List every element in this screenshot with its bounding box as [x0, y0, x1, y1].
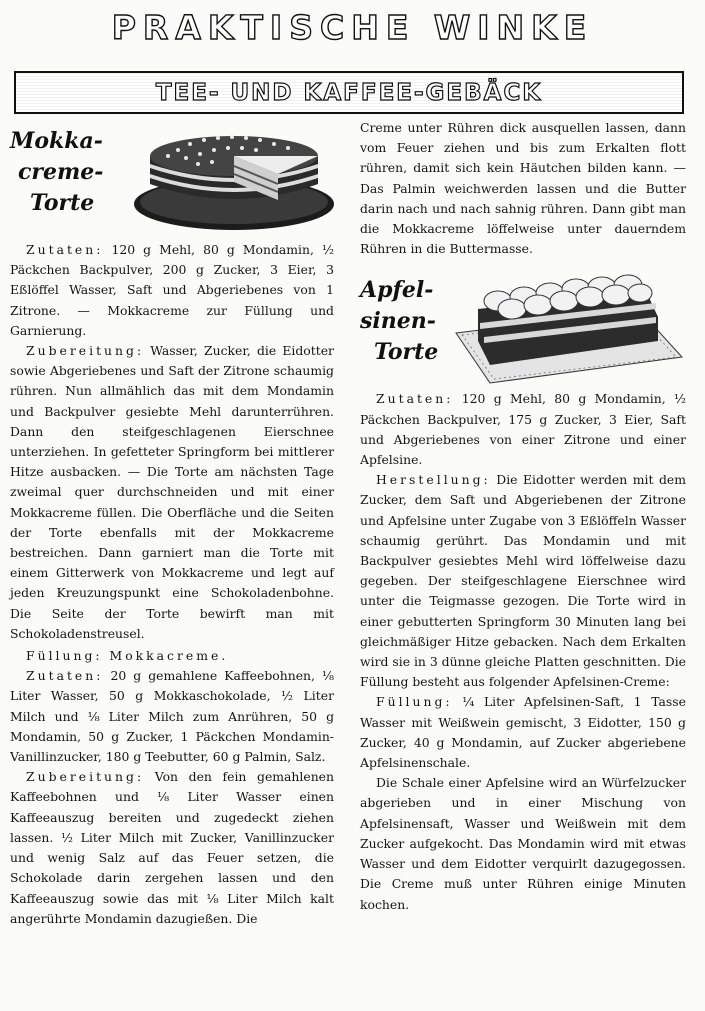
mokka-fuellung-heading: Füllung: Mokkacreme.	[26, 648, 229, 664]
title-line: Apfel-	[360, 277, 434, 304]
mokka-zutaten-creme: Zutaten: 20 g gemahlene Kaffeebohnen, ⅛ Liter Wasser, 50 g Mokkaschokolade, ½ Liter Milch und ⅛ Liter Milch zum Anrühren, 50 g Mondamin, 50 g Zucker, 1 Päckchen Mondamin-Vanillinzucker, 180 g Teebutter, 60 g Palmin, Salz.	[10, 668, 334, 765]
apfelsinen-fuellung: Füllung: ¼ Liter Apfelsinen-Saft, 1 Tasse Wasser mit Weißwein gemischt, 3 Eidotter, 150 g Zucker, 40 g Mondamin, auf Zucker abgeriebene Apfelsinenschale.	[360, 694, 686, 771]
title-line: Mokka-	[10, 128, 103, 154]
mokka-torte-illustration	[128, 122, 342, 234]
title-line: creme-	[18, 159, 104, 185]
mokka-continued: Creme unter Rühren dick ausquellen lassen, dann vom Feuer ziehen und bis zum Erkalten flott rühren, damit sich kein Häutchen bilden kann. — Das Palmin weichwerden lassen und die Butter darin nach und nach sahnig rühren. Dann gibt man die Mokkacreme löffelweise unter dauerndem Rühren in die Buttermasse.	[360, 120, 686, 257]
section-title: TEE- UND KAFFEE-GEBÄCK	[155, 79, 543, 106]
apfelsinen-torte-illustration	[450, 271, 686, 385]
page-title: PRAKTISCHE WINKE	[111, 8, 594, 47]
apfelsinen-herstellung: Herstellung: Die Eidotter werden mit dem Zucker, dem Saft und Abgeriebenen der Zitrone und Apfelsine unter Zugabe von 3 Eßlöffeln Wasser schaumig gerührt. Das Mondamin und mit Backpulver gesiebtes Mehl wird löffelweise dazu gegeben. Der steifgeschlagene Eierschnee wird unter die Teigmasse gezogen. Die Torte wird in einer gebutterten Springform 30 Minuten lang bei gleichmäßiger Hitze gebacken. Nach dem Erkalten wird sie in 3 dünne gleiche Platten geschnitten. Die Füllung besteht aus folgender Apfelsinen-Creme:	[360, 472, 686, 690]
mokka-recipe-title	[10, 126, 120, 219]
mokka-zutaten: Zutaten: 120 g Mehl, 80 g Mondamin, ½ Päckchen Backpulver, 200 g Zucker, 3 Eier, 3 Eßlöffel Wasser, Saft und Abgeriebenes von 1 Zitrone. — Mokkacreme zur Füllung und Garnierung.	[10, 242, 334, 338]
mokka-zubereitung: Zubereitung: Wasser, Zucker, die Eidotter sowie Abgeriebenes und Saft der Zitrone schaumig rühren. Nun allmählich das mit dem Mondamin und Backpulver gesiebte Mehl darunterrühren. Dann den steifgeschlagenen Eierschnee unterziehen. In gefetteter Springform bei mittlerer Hitze ausbacken. — Die Torte am nächsten Tage zweimal quer durchschneiden und mit einer Mokkacreme füllen. Die Oberfläche und die Seiten der Torte ebenfalls mit der Mokkacreme bestreichen. Dann garniert man die Torte mit einem Gitterwerk von Mokkacreme und legt auf jeden Kreuzungspunkt eine Schokoladenbohne. Die Seite der Torte bewirft man mit Schokoladenstreusel.	[10, 343, 334, 641]
section-banner	[14, 71, 684, 114]
title-line: sinen-	[360, 308, 436, 335]
apfelsinen-schale: Die Schale einer Apfelsine wird an Würfelzucker abgerieben und in einer Mischung von Apfelsinensaft, Wasser und Weißwein mit dem Zucker aufgekocht. Das Mondamin wird mit etwas Wasser und dem Eidotter verquirlt dazugegossen. Die Creme muß unter Rühren einige Minuten kochen.	[360, 775, 686, 912]
apfelsinen-zutaten: Zutaten: 120 g Mehl, 80 g Mondamin, ½ Päckchen Backpulver, 175 g Zucker, 3 Eier, Saft und Abgeriebenes von einer Zitrone und einer Apfelsine.	[360, 391, 686, 468]
mokka-recipe-header	[10, 118, 334, 240]
apfelsinen-recipe-header	[360, 271, 686, 389]
title-line: Torte	[374, 339, 439, 366]
right-column	[360, 118, 686, 915]
left-column	[10, 118, 334, 929]
mokka-zubereitung-creme: Zubereitung: Von den fein gemahlenen Kaffeebohnen und ⅛ Liter Wasser einen Kaffeeauszug bereiten und zugedeckt ziehen lassen. ½ Liter Milch mit Zucker, Vanillinzucker und wenig Salz auf das Feuer setzen, die Schokolade darin zergehen lassen und den Kaffeeauszug sowie das mit ⅛ Liter Milch kalt angerührte Mondamin dazugießen. Die	[10, 769, 334, 926]
apfelsinen-recipe-title	[360, 275, 460, 368]
title-line: Torte	[30, 190, 95, 216]
